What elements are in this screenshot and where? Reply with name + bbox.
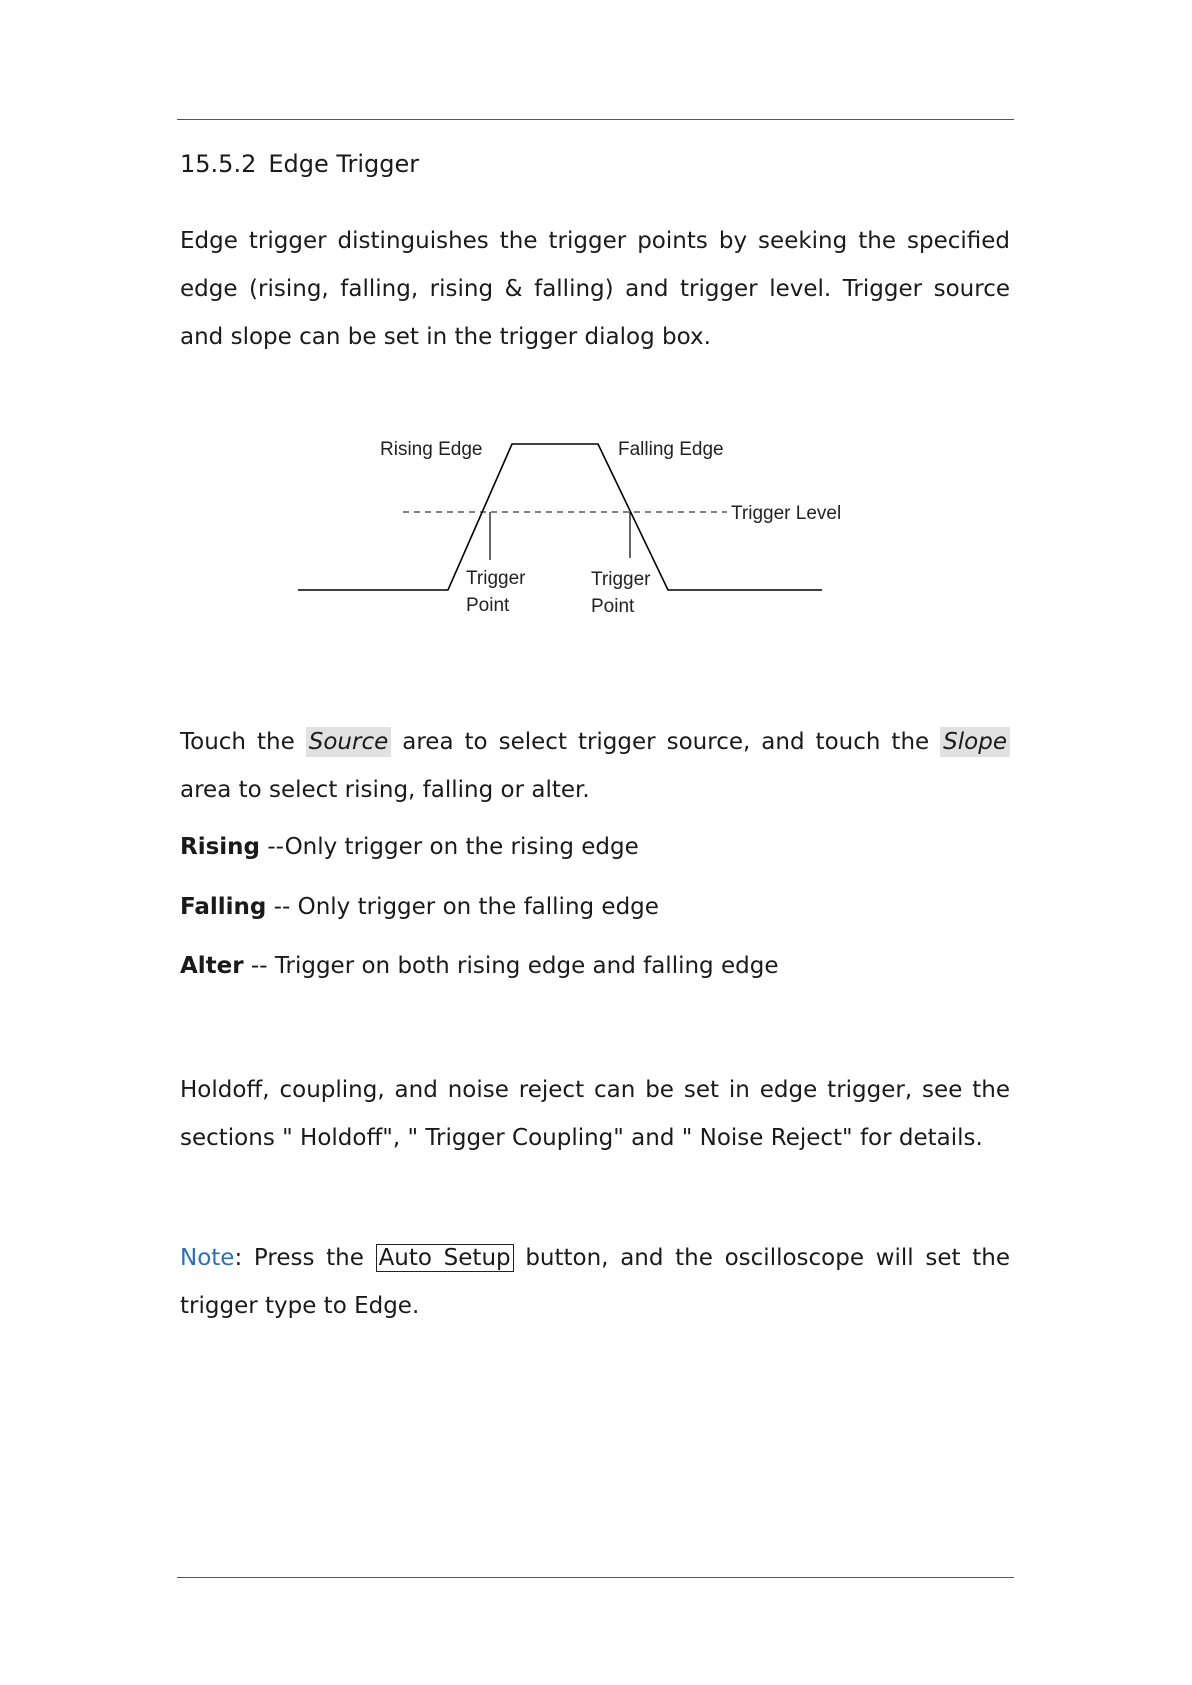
holdoff-paragraph: Holdoff, coupling, and noise reject can be set in edge trigger, see the sections " Holdoff", " Trigger Coupling" and " Noise Reject" for details. bbox=[180, 1077, 1010, 1151]
rising-description: --Only trigger on the rising edge bbox=[260, 834, 639, 860]
falling-term: Falling bbox=[180, 894, 267, 920]
touch-paragraph bbox=[180, 718, 1010, 814]
intro-paragraph: Edge trigger distinguishes the trigger points by seeking the specified edge (rising, falling, rising & falling) and trigger level. Trigger source and slope can be set in the trigger dialog box. bbox=[180, 228, 1010, 350]
auto-setup-button-ref: Auto Setup bbox=[376, 1244, 514, 1272]
section-heading bbox=[180, 150, 419, 178]
falling-edge-label: Falling Edge bbox=[618, 439, 724, 460]
section-number: 15.5.2 bbox=[180, 150, 257, 178]
note-text-1: : Press the bbox=[234, 1245, 376, 1271]
trigger-point-2-label-line1: Trigger bbox=[591, 569, 651, 590]
trigger-level-label: Trigger Level bbox=[731, 503, 842, 524]
trigger-point-1-label-line2: Point bbox=[466, 595, 510, 616]
touch-text-2: area to select trigger source, and touch the bbox=[391, 729, 941, 755]
rising-term: Rising bbox=[180, 834, 261, 860]
rising-mode-line bbox=[180, 834, 639, 860]
note-paragraph bbox=[180, 1234, 1010, 1330]
section-title: Edge Trigger bbox=[268, 150, 420, 178]
alter-term: Alter bbox=[180, 953, 244, 979]
alter-mode-line bbox=[180, 953, 778, 979]
footer-rule bbox=[177, 1577, 1014, 1578]
trigger-point-1-label-line1: Trigger bbox=[466, 568, 526, 589]
touch-text-3: area to select rising, falling or alter. bbox=[180, 777, 590, 803]
source-highlight: Source bbox=[306, 727, 392, 757]
touch-text-1: Touch the bbox=[180, 729, 306, 755]
rising-edge-label: Rising Edge bbox=[380, 439, 483, 460]
trigger-point-2-label-line2: Point bbox=[591, 596, 635, 617]
alter-description: -- Trigger on both rising edge and falling edge bbox=[243, 953, 779, 979]
edge-trigger-diagram bbox=[290, 430, 880, 630]
note-text-2: button, and the oscilloscope will set the trigger type to Edge. bbox=[180, 1245, 1010, 1319]
slope-highlight: Slope bbox=[940, 727, 1010, 757]
falling-mode-line bbox=[180, 894, 659, 920]
falling-description: -- Only trigger on the falling edge bbox=[266, 894, 659, 920]
note-label: Note bbox=[180, 1245, 235, 1271]
header-rule bbox=[177, 119, 1014, 120]
